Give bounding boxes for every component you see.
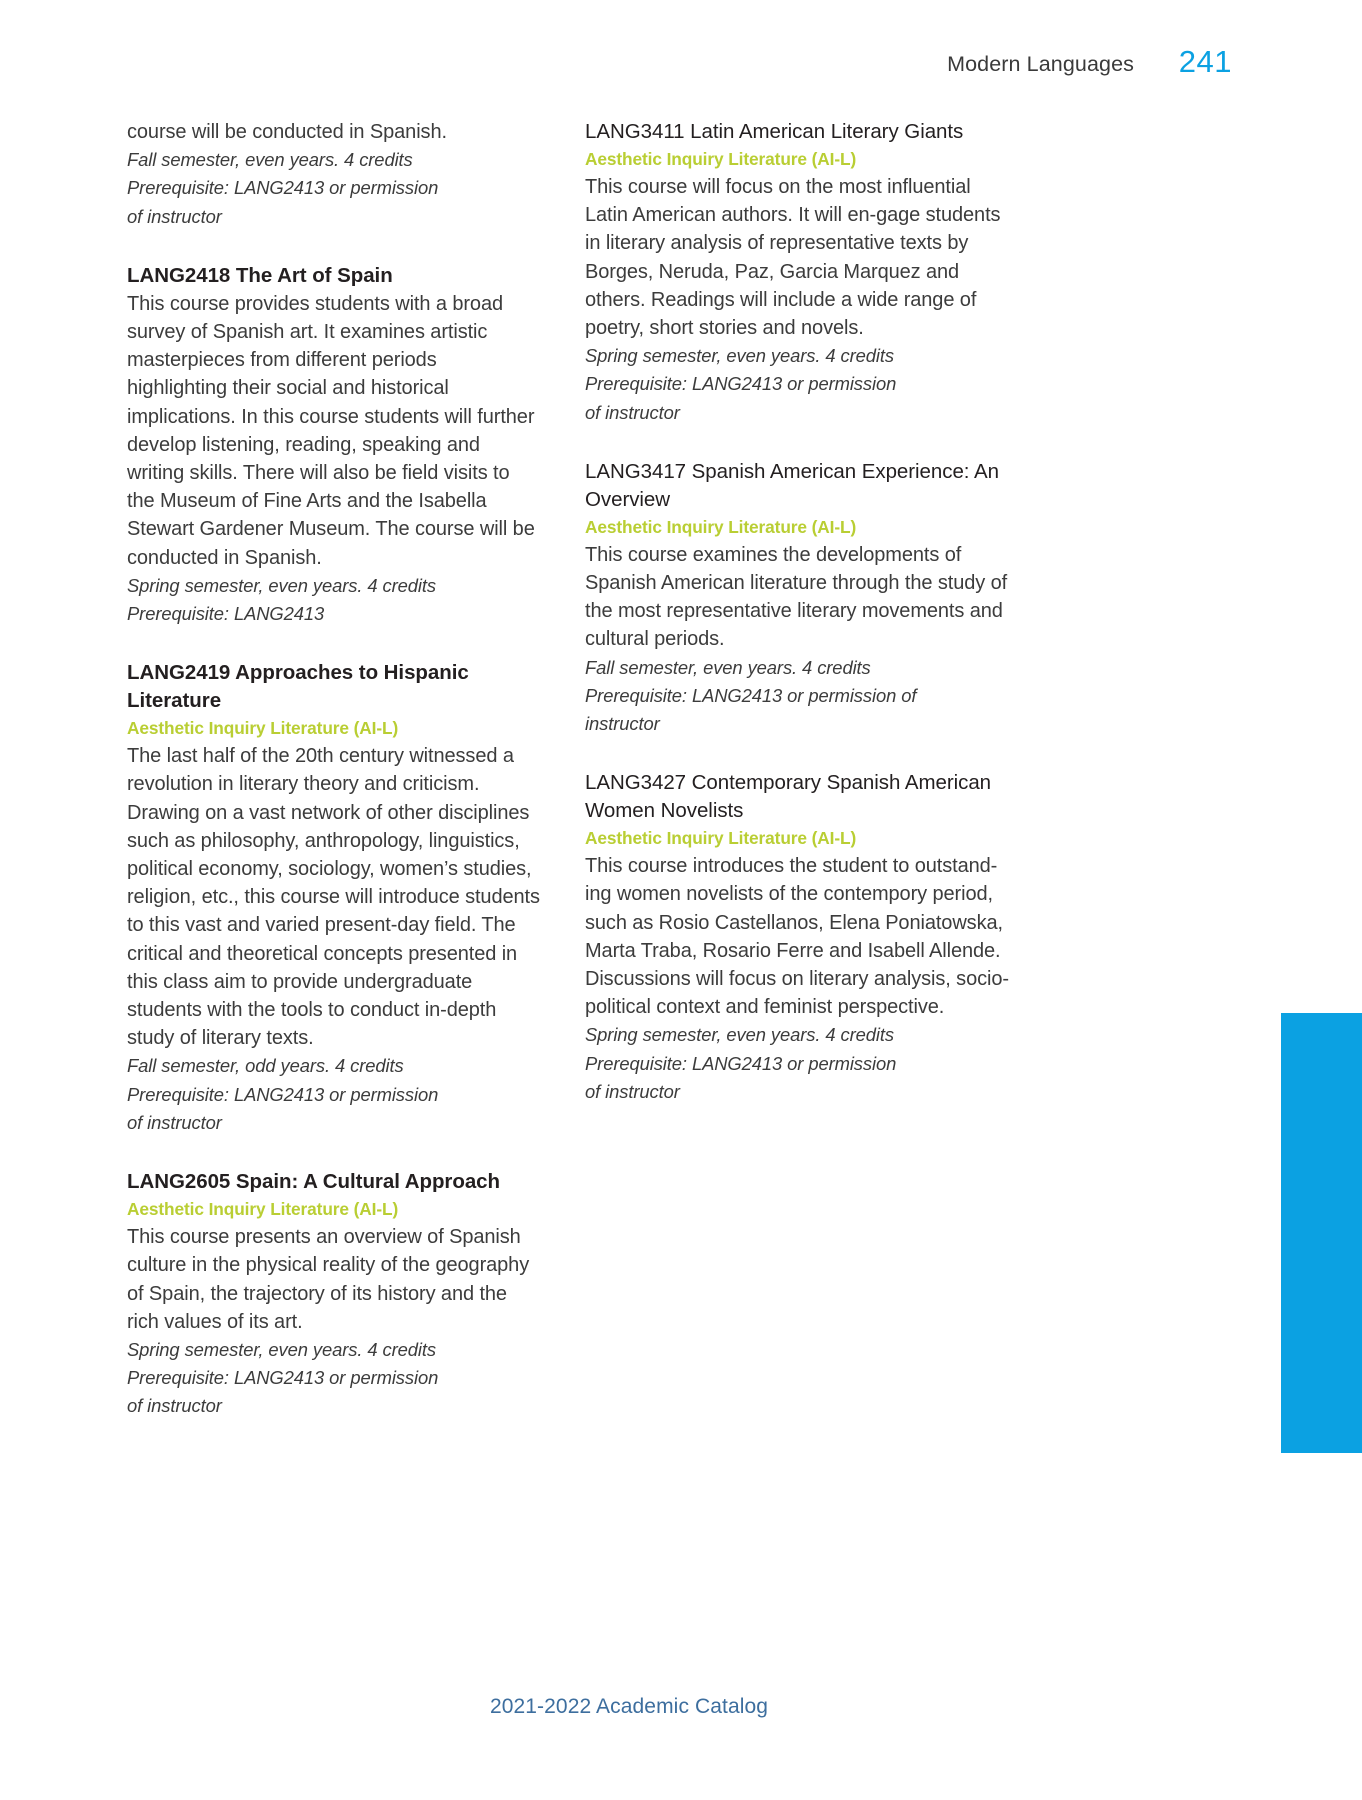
course-description: The last half of the 20th century witnessed a revolution in literary theory and criticism. Drawing on a vast network of other disciplines such as philosophy, anthropology, linguistics, political economy, sociology, women’s studies, religion, etc., this course will introduce students to this vast and varied present-day field. The critical and theoretical concepts presented in this class aim to provide undergraduate students with the tools to conduct in-depth study of literary texts. xyxy=(127,745,540,1050)
course-meta-prereq: Prerequisite: LANG2413 or permission xyxy=(127,1367,439,1389)
page-footer xyxy=(0,1695,1362,1719)
page-number: 241 xyxy=(1178,44,1232,79)
course-meta-prereq-cont: of instructor xyxy=(127,1111,222,1133)
course-meta-prereq: Prerequisite: LANG2413 or permission xyxy=(127,177,439,199)
course-title: LANG3427 Contemporary Spanish American Women Novelists xyxy=(585,771,992,823)
thumb-tab-line-1: Course Descriptions for xyxy=(1242,1244,1265,1451)
page-header-title: Modern Languages xyxy=(947,52,1134,76)
thumb-tab-line-2: Arts and Sciences xyxy=(1216,1292,1239,1451)
course-attribute-tag: Aesthetic Inquiry Literature (AI-L) xyxy=(127,718,399,739)
column-left xyxy=(127,118,542,1421)
course-entry xyxy=(127,659,542,1137)
course-meta-term: Fall semester, odd years. 4 credits xyxy=(127,1055,404,1077)
section-thumb-tab xyxy=(1216,1013,1362,1453)
course-meta-term: Fall semester, even years. 4 credits xyxy=(585,656,871,678)
course-meta-prereq: Prerequisite: LANG2413 or permission xyxy=(585,373,897,395)
course-title: LANG3417 Spanish American Experience: An Overview xyxy=(585,459,999,511)
course-attribute-tag: Aesthetic Inquiry Literature (AI-L) xyxy=(127,1199,399,1220)
course-meta-prereq-cont: of instructor xyxy=(585,401,680,423)
course-meta-prereq-cont: of instructor xyxy=(585,1080,680,1102)
catalog-year-label: 2021-2022 Academic Catalog xyxy=(489,1695,769,1718)
course-meta-prereq-cont: of instructor xyxy=(127,205,222,227)
course-meta-prereq: Prerequisite: LANG2413 xyxy=(127,603,325,625)
course-description: course will be conducted in Spanish. xyxy=(127,121,447,143)
course-meta-term: Spring semester, even years. 4 credits xyxy=(585,1024,894,1046)
course-meta-prereq-cont: of instructor xyxy=(127,1395,222,1417)
course-description: This course examines the developments of Spanish American literature through the study of the most representative literary movements and cultural periods. xyxy=(585,543,1008,651)
course-entry-continuation xyxy=(127,118,542,231)
course-meta-term: Fall semester, even years. 4 credits xyxy=(127,149,413,171)
course-meta-prereq-cont: instructor xyxy=(585,713,660,735)
course-description: This course introduces the student to outstand- ing women novelists of the contempory period, such as Rosio Castellanos, Elena Poniatowska, Marta Traba, Rosario Ferre and Isabell Allende. Discussions will focus on literary analysis, socio-political context and feminist perspective. xyxy=(585,855,1009,1019)
page-header xyxy=(0,44,1362,92)
column-right xyxy=(585,118,1010,1106)
course-meta-term: Spring semester, even years. 4 credits xyxy=(585,345,894,367)
course-description: This course presents an overview of Spanish culture in the physical reality of the geography of Spain, the trajectory of its history and the rich values of its art. xyxy=(127,1226,530,1333)
course-meta-prereq: Prerequisite: LANG2413 or permission xyxy=(585,1052,897,1074)
course-description: This course will focus on the most influential Latin American authors. It will en-gage students in literary analysis of representative texts by Borges, Neruda, Paz, Garcia Marquez and others. Readings will include a wide range of poetry, short stories and novels. xyxy=(585,176,1001,340)
course-entry xyxy=(585,769,1010,1106)
course-attribute-tag: Aesthetic Inquiry Literature (AI-L) xyxy=(585,149,857,169)
course-title: LANG2418 The Art of Spain xyxy=(127,263,393,287)
course-entry xyxy=(585,458,1010,738)
course-title: LANG2419 Approaches to Hispanic Literature xyxy=(127,661,469,713)
course-description: This course provides students with a broad survey of Spanish art. It examines artistic masterpieces from different periods highlighting their social and historical implications. In this course students will further develop listening, reading, speaking and writing skills. There will also be field visits to the Museum of Fine Arts and the Isabella Stewart Gardener Museum. The course will be conducted in Spanish. xyxy=(127,292,535,569)
course-title: LANG2605 Spain: A Cultural Approach xyxy=(127,1170,500,1194)
course-meta-term: Spring semester, even years. 4 credits xyxy=(127,1338,436,1360)
course-entry xyxy=(127,1168,542,1420)
course-meta-prereq: Prerequisite: LANG2413 or permission of xyxy=(585,684,917,706)
course-title: LANG3411 Latin American Literary Giants xyxy=(585,120,964,143)
course-attribute-tag: Aesthetic Inquiry Literature (AI-L) xyxy=(585,516,857,537)
course-meta-term: Spring semester, even years. 4 credits xyxy=(127,574,436,596)
course-entry xyxy=(585,118,1010,427)
course-attribute-tag: Aesthetic Inquiry Literature (AI-L) xyxy=(585,828,857,849)
course-meta-prereq: Prerequisite: LANG2413 or permission xyxy=(127,1083,439,1105)
course-entry xyxy=(127,262,542,628)
